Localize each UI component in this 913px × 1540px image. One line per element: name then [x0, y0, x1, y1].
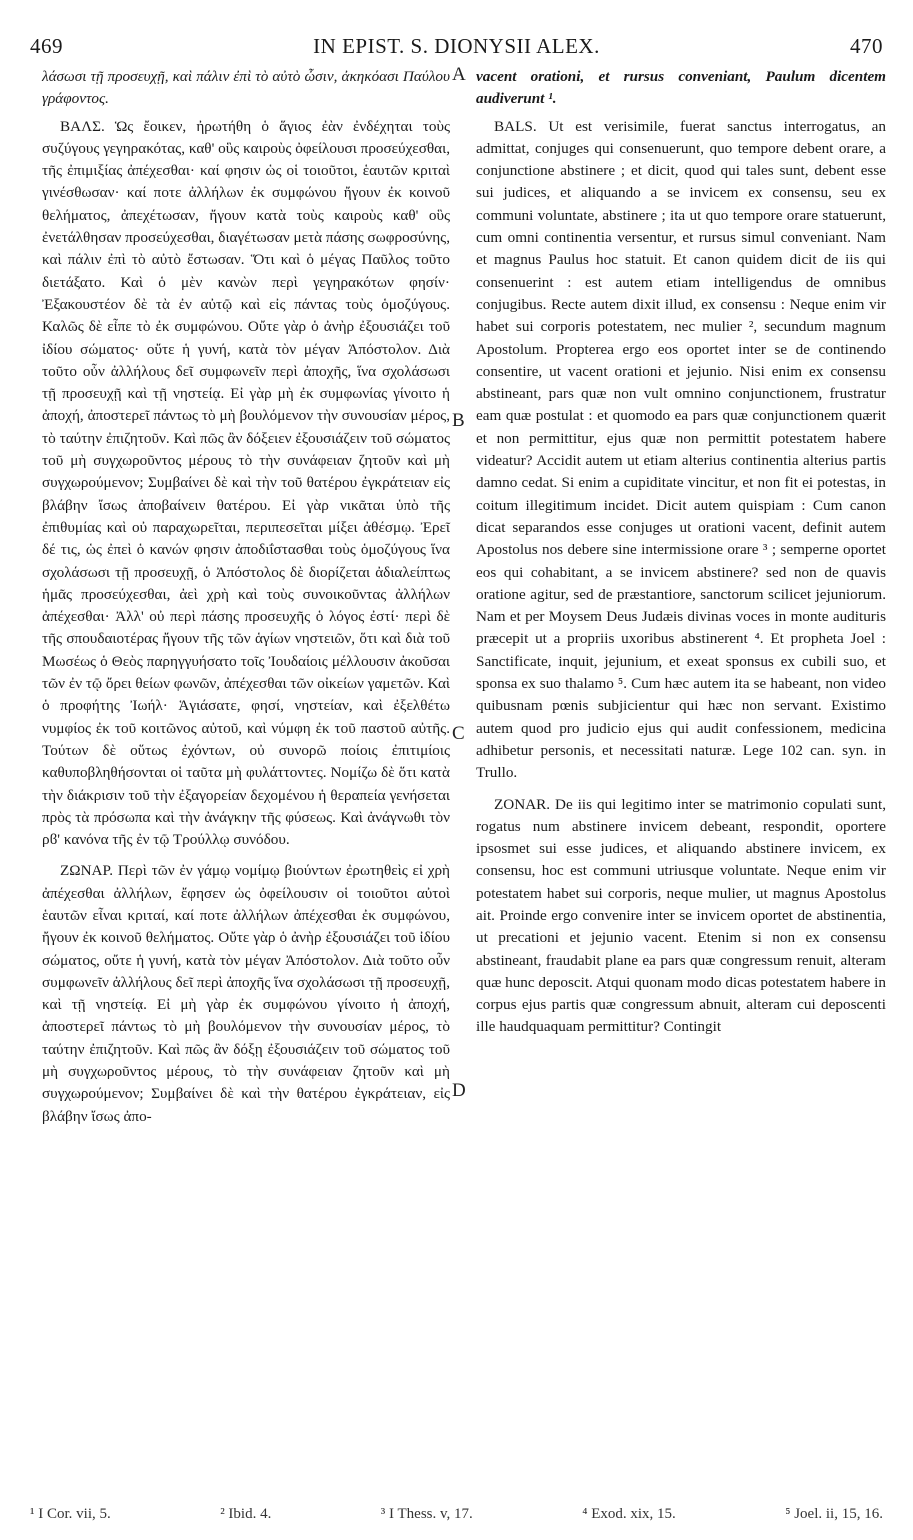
footnote-3: ³ I Thess. v, 17.: [380, 1506, 473, 1522]
header-title: IN EPIST. S. DIONYSII ALEX.: [313, 34, 600, 58]
right-page-number: 470: [850, 34, 883, 58]
footnotes: [30, 1506, 883, 1526]
latin-top-fragment: vacent orationi, et rursus conveniant, Paulum dicentem audiverunt ¹.: [476, 68, 886, 108]
margin-letter-c: C: [452, 723, 465, 744]
footnote-4: ⁴ Exod. xix, 15.: [582, 1506, 676, 1522]
running-header: [30, 34, 883, 60]
footnote-5: ⁵ Joel. ii, 15, 16.: [785, 1506, 883, 1522]
latin-column: [476, 66, 886, 1039]
left-page-number: 469: [30, 34, 63, 58]
footnote-2: ² Ibid. 4.: [220, 1506, 272, 1522]
greek-balsamon-paragraph: ΒΑΛΣ. Ὡς ἔοικεν, ἠρωτήθη ὁ ἅγιος ἐὰν ἐνδέχηται τοὺς συζύγους γεγηρακότας, καθ' οὓς καιροὺς ὀφείλουσι προσεύχεσθαι, τῆς ἐπιμιξίας ἀπέχεσθαι· καί φησιν ὡς οἱ τοιοῦτοι, ἑαυτῶν κριταὶ γινέσθωσαν· καί ποτε ἀλλήλων ἐκ συμφώνου ἤγουν ἐκ κοινοῦ θελήματος, ἀπεχέτωσαν, ἤγουν κατὰ τοὺς καιροὺς καθ' οὓς ἐνετάλθησαν προσεύχεσθαι, διαγέτωσαν μετὰ πάσης σωφροσύνης, καὶ πάλιν ἐπὶ τὸ αὐτὸ ἔστωσαν. Ὅτι καὶ ὁ μέγας Παῦλος τοῦτο διετάξατο. Καὶ ὁ μὲν κανὼν περὶ γεγηρακότων φησίν· Ἐξακουστέον δὲ τὰ ἐν αὐτῷ καὶ εἰς πάντας τοὺς ὁμοζύγους. Καλῶς δὲ εἶπε τὸ ἐκ συμφώνου. Οὔτε γὰρ ὁ ἀνὴρ ἐξουσιάζει τοῦ ἰδίου σώματος· οὔτε ἡ γυνή, κατὰ τὸν μέγαν Ἀπόστολον. Διὰ τοῦτο οὖν ἀλλήλους δεῖ συμφωνεῖν περὶ ἀποχῆς, ἵνα σχολάσωσι τῇ προσευχῇ καὶ τῇ νηστείᾳ. Εἰ γὰρ μὴ ἐκ συμφωνίας γίνοιτο ἡ ἀποχή, ἀποστερεῖ πάντως τὸ μὴ βουλόμενον τὴν συνουσίαν μέρος, τὸ ταύτην ἐπιζητοῦν. Καὶ πῶς ἂν δόξειεν ἐξουσιάζειν τοῦ σώματος τοῦ μὴ συγχωροῦντος μέρους τὸ τὴν συνάφειαν ζητοῦν καὶ μὴ συγχωρούμενον; Συμβαίνει δὲ καὶ τὴν τοῦ θατέρου ἐγκράτειαν εἰς βλάβην ἴσως ἀποβαίνειν θατέρου. Εἰ γὰρ νικᾶται ὑπὸ τῆς ἐπιθυμίας καὶ οὐ παραχωρεῖται, περιπεσεῖται μίξει ἀθέσμῳ. Ἐρεῖ δέ τις, ὡς ἐπεὶ ὁ κανών φησιν ἀποδιΐστασθαι τοὺς ὁμοζύγους ἵνα σχολάσωσι τῇ προσευχῇ, ὁ Ἀπόστολος δὲ διορίζεται ἀδιαλείπτως ἡμᾶς προσεύχεσθαι, ἀεὶ χρὴ καὶ τοὺς συνοικοῦντας ἀλλήλων ἀπέχεσθαι· Ἀλλ' οὐ περὶ πάσης προσευχῆς ὁ λόγος ἐστί· περὶ δὲ τῆς σπουδαιοτέρας ἤγουν τῆς τῶν ἁγίων νηστειῶν, ὅτι καὶ διὰ τοῦ Μωσέως ὁ Θεὸς παρηγγυήσατο τοῖς Ἰουδαίοις μέλλουσιν ἀκοῦσαι τῶν ἐν τῷ ὄρει θείων φωνῶν, ἀπέχεσθαι τῶν οἰκείων γαμετῶν. Καὶ ὁ προφήτης Ἰωήλ· Ἁγιάσατε, φησί, νηστείαν, καὶ ἐξελθέτω νυμφίος ἐκ τοῦ κοιτῶνος αὐτοῦ, καὶ νύμφη ἐκ τοῦ παστοῦ αὐτῆς. Τούτων δὲ οὕτως ἐχόντων, οὐ συνορῶ ποίοις ἐπιτιμίοις καθυποβληθήσονται οἱ ταῦτα μὴ φυλάττοντες. Νομίζω δὲ ὅτι κατὰ τὴν διάκρισιν τοῦ τὴν ἐξαγορείαν δεχομένου ἡ θεραπεία γενήσεται πρὸς τὰ πρόσωπα καὶ τὴν ἀνάγκην τῆς φύσεως. Καὶ ἀνάγνωθι τὸν ρϐ' κανόνα τῆς ἐν τῷ Τρούλλῳ συνόδου.: [42, 117, 450, 849]
greek-column: [42, 66, 450, 1128]
footnote-1: ¹ I Cor. vii, 5.: [30, 1506, 111, 1522]
margin-letter-d: D: [452, 1080, 466, 1101]
margin-letter-a: A: [452, 64, 466, 85]
greek-zonaras-paragraph: ΖΩΝΑΡ. Περὶ τῶν ἐν γάμῳ νομίμῳ βιούντων ἐρωτηθεὶς εἰ χρὴ ἀπέχεσθαι ἀλλήλων, ἔφησεν ὡς ὀφείλουσιν οἱ τοιοῦτοι αὐτοὶ ἑαυτῶν εἶναι κριταί, καί ποτε ἀλλήλων ἀπέχεσθαι ἐκ συμφώνου, ἤγουν ἐκ κοινοῦ θελήματος. Οὔτε γὰρ ὁ ἀνὴρ ἐξουσιάζει τοῦ ἰδίου σώματος, οὔτε ἡ γυνή, κατὰ τὸν μέγαν Ἀπόστολον. Διὰ τοῦτο οὖν συμφωνεῖν ἀλλήλους δεῖ περὶ ἀποχῆς ἵνα σχολάσωσι τῇ προσευχῇ, καὶ τῇ νηστείᾳ. Εἰ μὴ γὰρ ἐκ συμφώνου γίνοιτο ἡ ἀποχή, ἀποστερεῖ πάντως τὸ μὴ βουλόμενον τὴν συνουσίαν μέρος, τὸ ταύτην ἐπιζητοῦν. Καὶ πῶς ἂν δόξῃ ἐξουσιάζειν τοῦ σώματος τοῦ μὴ συγχωροῦντος μέρους, τὸ τὴν συνάφειαν ζητοῦν καὶ μὴ συγχωρούμενον; Συμβαίνει δὲ καὶ τὴν θατέρου ἐγκράτειαν, εἰς βλάβην ἴσως ἀπο-: [42, 862, 450, 1125]
greek-top-fragment: λάσωσι τῇ προσευχῇ, καὶ πάλιν ἐπὶ τὸ αὐτὸ ὦσιν, ἀκηκόασι Παύλου γράφοντος.: [42, 68, 450, 108]
latin-balsamon-paragraph: BALS. Ut est verisimile, fuerat sanctus interrogatus, an admittat, conjuges qui consenuerunt, quo tempore debent orare, a conjunctione abstinere ; et dicit, quod qui tales sunt, debent esse sui judices, et aliquando a se invicem ex consensu, seu ex communi voluntate, abstinere ; ita ut quo tempore orare statuerunt, cum omni continentia versentur, et rursus simul conveniant. Nam et magnus Paulus hoc statuit. Et canon quidem dicit de iis qui consenuerint : est autem etiam intelligendus de omnibus conjugibus. Recte autem dixit illud, ex consensu : Neque enim vir habet sui corporis potestatem, nec mulier ², secundum magnum Apostolum. Propterea ergo eos oportet inter se de continendo consentire, ut vacent orationi et jejunio. Nisi enim ex consensu abstineant, pars quæ non vult omnino conjunctionem, frustratur eam quæ postulat : et quomodo ea pars quæ conjunctionem quærit et non permittitur, ejus quæ non permittit potestatem habere videatur? Accidit autem ut etiam alterius continentia alterius partis damno cedat. Si enim a cupiditate vincitur, et non fit ei potestas, in coitum illegitimum incidet. Dicit autem quispiam : Cum canon dicat separandos esse conjuges ut orationi vacent, definit autem Apostolus nos debere sine intermissione orare ³ ; semperne oportet eos qui cohabitant, a se invicem abstinere? sed non de quavis oratione agitur, sed de præstantiore, sanctorum scilicet jejuniorum. Nam et per Moysem Deus Judæis divinas voces in monte audituris præcepit ut a propriis uxoribus abstinerent ⁴. Et propheta Joel : Sanctificate, inquit, jejunium, et exeat sponsus ex cubili suo, et sponsa ex suo thalamo ⁵. Cum hæc autem ita se habeant, non video quibusnam pœnis subjicientur qui hæc non servant. Existimo autem quod pro judicio ejus qui audit confessionem, medicina adhibetur personis, et necessitati naturæ. Lege 102 can. syn. in Trullo.: [476, 117, 886, 782]
latin-zonaras-paragraph: ZONAR. De iis qui legitimo inter se matrimonio copulati sunt, rogatus num abstinere invicem debeant, respondit, oportere ipsosmet sui esse judices, et aliquando abstinere invicem, ex consensu, hoc est communi utriusque voluntate. Neque enim vir potestatem habet sui corporis, neque mulier, ut magnus Apostolus ait. Proinde ergo convenire inter se invicem oportet de abstinentia, ut precationi et jejunio vacent. Etenim si non ex consensu abstineant, fraudabit plane ea pars quæ congressum renuit, alteram quæ hunc deposcit. Atqui quonam modo dicas potestatem habere in corpus ejus partis quæ congressum abnuit, alteram cui deposcenti ille haudquaquam permittitur? Contingit: [476, 795, 886, 1036]
margin-letter-b: B: [452, 410, 465, 431]
